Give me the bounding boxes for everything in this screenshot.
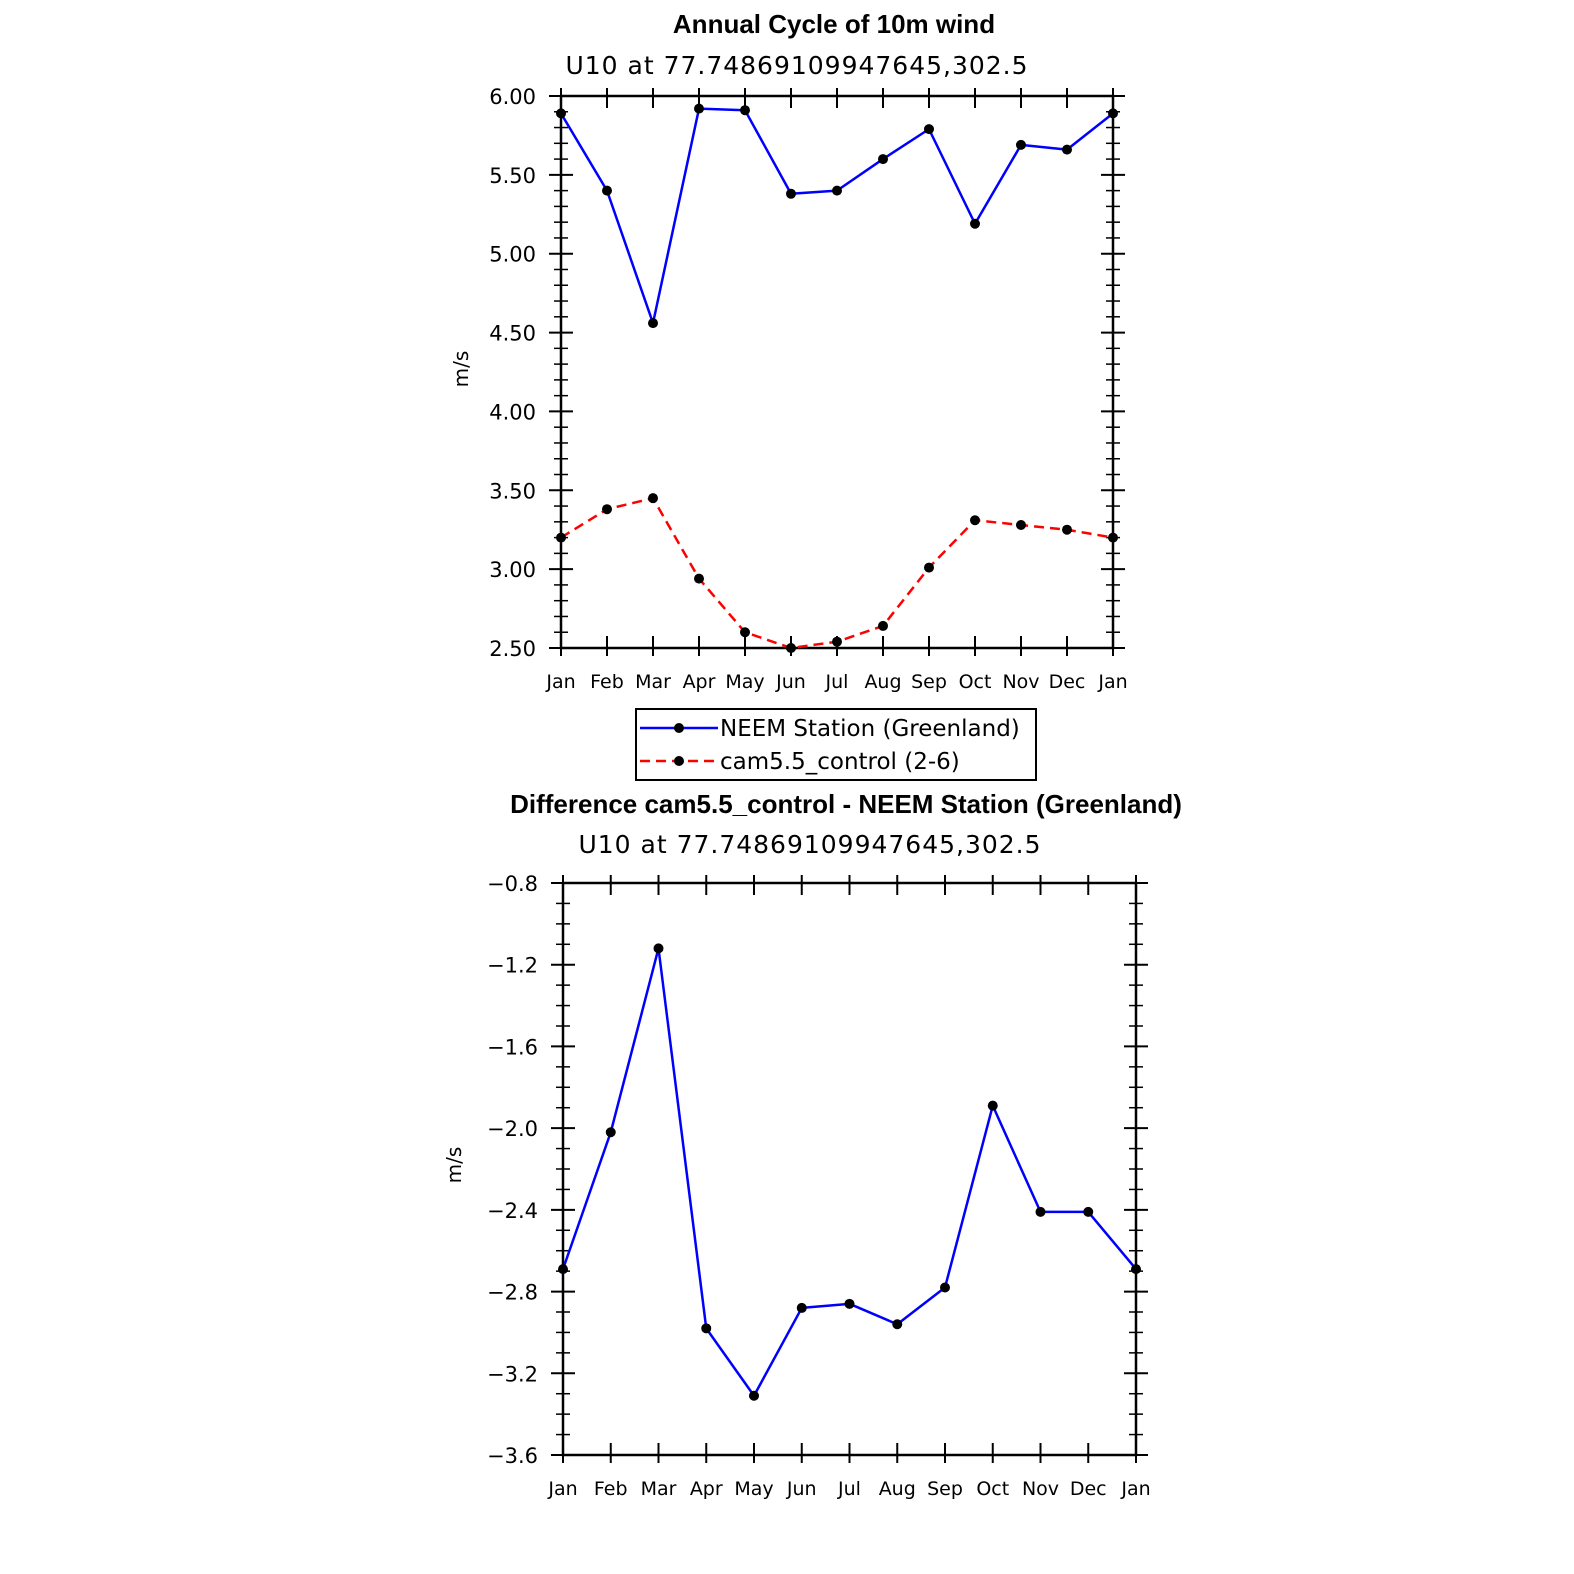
data-point-annual-cycle-1 bbox=[1108, 533, 1118, 543]
x-tick-label-annual-cycle: Feb bbox=[590, 671, 624, 693]
data-point-annual-cycle-1 bbox=[832, 637, 842, 647]
x-tick-label-difference: Oct bbox=[976, 1478, 1010, 1500]
data-point-difference-0 bbox=[797, 1303, 807, 1313]
x-tick-label-difference: Apr bbox=[689, 1478, 723, 1500]
x-tick-label-annual-cycle: May bbox=[725, 671, 765, 693]
chart-title-difference: Difference cam5.5_control - NEEM Station (Greenland) bbox=[510, 789, 1182, 819]
legend-label-neem: NEEM Station (Greenland) bbox=[720, 716, 1020, 742]
x-tick-label-difference: Jan bbox=[1121, 1478, 1151, 1500]
data-point-difference-0 bbox=[892, 1319, 902, 1329]
data-point-difference-0 bbox=[558, 1264, 568, 1274]
chart-title-annual-cycle: Annual Cycle of 10m wind bbox=[672, 9, 996, 39]
y-tick-label-difference: −2.8 bbox=[487, 1280, 538, 1305]
data-point-annual-cycle-0 bbox=[694, 104, 704, 114]
x-tick-label-annual-cycle: Aug bbox=[864, 671, 902, 693]
x-tick-label-annual-cycle: Jun bbox=[776, 671, 806, 693]
data-point-difference-0 bbox=[701, 1323, 711, 1333]
x-tick-label-difference: Feb bbox=[593, 1478, 628, 1500]
panel-annual-cycle bbox=[449, 9, 1128, 780]
data-point-annual-cycle-0 bbox=[786, 189, 796, 199]
data-point-annual-cycle-1 bbox=[1062, 525, 1072, 535]
series-line-annual-cycle-0 bbox=[561, 109, 1113, 323]
x-tick-label-difference: May bbox=[734, 1478, 774, 1500]
x-tick-label-difference: Jul bbox=[838, 1478, 861, 1500]
y-tick-label-annual-cycle: 4.50 bbox=[489, 321, 536, 346]
data-point-difference-0 bbox=[749, 1391, 759, 1401]
y-tick-label-annual-cycle: 5.00 bbox=[489, 242, 536, 267]
panel-difference bbox=[442, 789, 1182, 1500]
y-tick-label-difference: −1.2 bbox=[487, 953, 538, 978]
y-tick-label-annual-cycle: 5.50 bbox=[489, 163, 536, 188]
y-tick-label-difference: −1.6 bbox=[487, 1035, 538, 1060]
data-point-difference-0 bbox=[606, 1127, 616, 1137]
data-point-annual-cycle-0 bbox=[832, 186, 842, 196]
data-point-difference-0 bbox=[1131, 1264, 1141, 1274]
data-point-annual-cycle-1 bbox=[970, 515, 980, 525]
data-point-annual-cycle-0 bbox=[1062, 145, 1072, 155]
data-point-annual-cycle-0 bbox=[1016, 140, 1026, 150]
x-tick-label-annual-cycle: Nov bbox=[1002, 671, 1040, 693]
y-tick-label-difference: −0.8 bbox=[487, 872, 538, 896]
legend-marker-neem bbox=[674, 723, 684, 733]
series-line-difference-0 bbox=[563, 948, 1136, 1395]
data-point-annual-cycle-0 bbox=[740, 105, 750, 115]
chart-subtitle-difference: U10 at 77.74869109947645,302.5 bbox=[578, 830, 1042, 859]
y-axis-label-annual-cycle: m/s bbox=[449, 350, 473, 388]
x-tick-label-annual-cycle: Jul bbox=[825, 671, 849, 693]
x-tick-label-annual-cycle: Mar bbox=[635, 671, 671, 693]
series-group-difference bbox=[558, 943, 1141, 1400]
data-point-annual-cycle-0 bbox=[878, 154, 888, 164]
data-point-annual-cycle-1 bbox=[924, 563, 934, 573]
data-point-annual-cycle-0 bbox=[970, 219, 980, 229]
data-point-annual-cycle-1 bbox=[694, 574, 704, 584]
y-tick-label-annual-cycle: 6.00 bbox=[489, 85, 536, 109]
data-point-annual-cycle-1 bbox=[740, 627, 750, 637]
x-tick-label-difference: Nov bbox=[1021, 1478, 1060, 1500]
data-point-difference-0 bbox=[1083, 1207, 1093, 1217]
axes-difference bbox=[487, 872, 1151, 1500]
x-tick-label-difference: Sep bbox=[927, 1478, 963, 1500]
chart-subtitle-annual-cycle: U10 at 77.74869109947645,302.5 bbox=[565, 51, 1029, 80]
y-tick-label-difference: −3.2 bbox=[487, 1362, 538, 1387]
data-point-annual-cycle-1 bbox=[1016, 520, 1026, 530]
legend-label-cam: cam5.5_control (2-6) bbox=[720, 749, 960, 775]
x-tick-label-difference: Jun bbox=[786, 1478, 817, 1500]
y-tick-label-annual-cycle: 3.00 bbox=[489, 558, 536, 583]
data-point-annual-cycle-1 bbox=[786, 643, 796, 653]
data-point-difference-0 bbox=[654, 943, 664, 953]
x-tick-label-annual-cycle: Oct bbox=[958, 671, 992, 693]
data-point-annual-cycle-0 bbox=[556, 108, 566, 118]
x-tick-label-annual-cycle: Jan bbox=[546, 671, 576, 693]
data-point-annual-cycle-0 bbox=[1108, 108, 1118, 118]
y-tick-label-annual-cycle: 2.50 bbox=[489, 637, 536, 661]
axes-annual-cycle bbox=[489, 85, 1127, 693]
series-group-annual-cycle bbox=[556, 104, 1118, 653]
data-point-difference-0 bbox=[940, 1282, 950, 1292]
y-tick-label-annual-cycle: 3.50 bbox=[489, 479, 536, 504]
x-tick-label-annual-cycle: Dec bbox=[1048, 671, 1086, 693]
data-point-annual-cycle-1 bbox=[878, 621, 888, 631]
x-tick-label-annual-cycle: Sep bbox=[911, 671, 947, 693]
legend-marker-cam bbox=[674, 756, 684, 766]
x-tick-label-annual-cycle: Jan bbox=[1098, 671, 1128, 693]
x-tick-label-difference: Aug bbox=[878, 1478, 916, 1500]
data-point-annual-cycle-0 bbox=[648, 318, 658, 328]
x-tick-label-difference: Jan bbox=[548, 1478, 578, 1500]
data-point-difference-0 bbox=[1036, 1207, 1046, 1217]
y-tick-label-difference: −2.4 bbox=[487, 1198, 538, 1223]
data-point-annual-cycle-0 bbox=[924, 124, 934, 134]
y-tick-label-difference: −3.6 bbox=[487, 1444, 538, 1468]
y-tick-label-difference: −2.0 bbox=[487, 1117, 538, 1142]
plot-frame-annual-cycle bbox=[561, 96, 1113, 648]
plot-frame-difference bbox=[563, 883, 1136, 1455]
data-point-annual-cycle-1 bbox=[602, 504, 612, 514]
data-point-difference-0 bbox=[988, 1101, 998, 1111]
x-tick-label-difference: Dec bbox=[1069, 1478, 1107, 1500]
data-point-annual-cycle-1 bbox=[556, 533, 566, 543]
series-line-annual-cycle-1 bbox=[561, 498, 1113, 648]
x-tick-label-difference: Mar bbox=[640, 1478, 677, 1500]
x-tick-label-annual-cycle: Apr bbox=[682, 671, 716, 693]
legend bbox=[636, 709, 1036, 780]
data-point-annual-cycle-1 bbox=[648, 493, 658, 503]
y-tick-label-annual-cycle: 4.00 bbox=[489, 400, 536, 425]
data-point-annual-cycle-0 bbox=[602, 186, 612, 196]
y-axis-label-difference: m/s bbox=[442, 1146, 466, 1184]
data-point-difference-0 bbox=[845, 1299, 855, 1309]
